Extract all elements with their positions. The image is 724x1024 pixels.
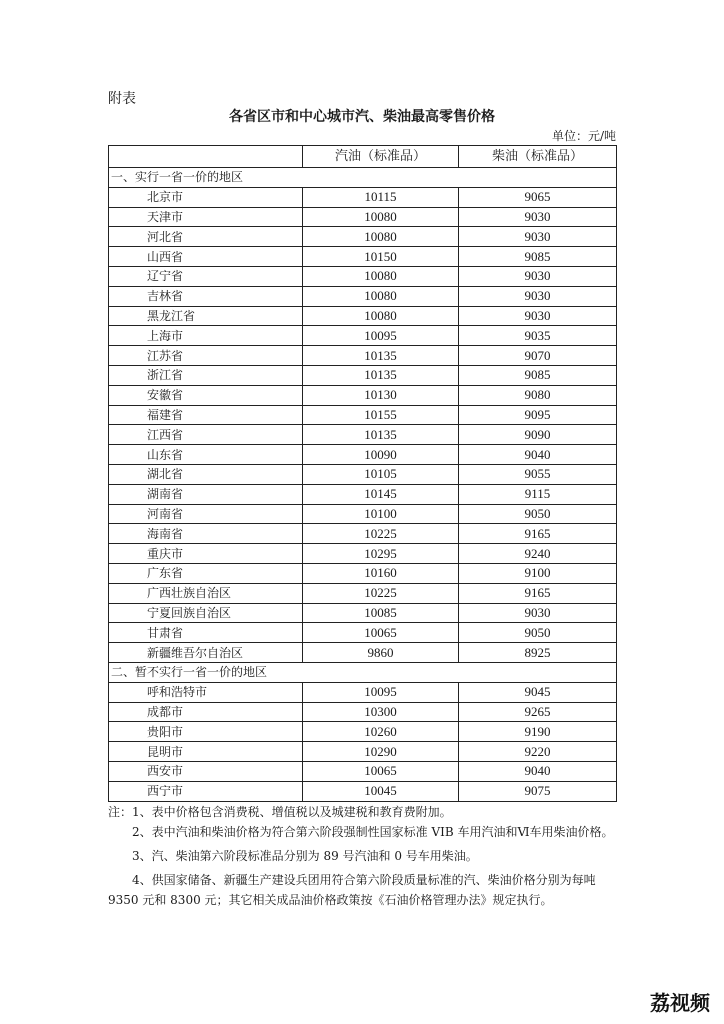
column-header-diesel: 柴油（标准品）: [459, 146, 617, 168]
diesel-price-cell: 9030: [459, 266, 617, 286]
gasoline-price-cell: 10150: [303, 247, 459, 267]
note-4: 4、供国家储备、新疆生产建设兵团用符合第六阶段质量标准的汽、柴油价格分别为每吨 9350 元和 8300 元；其它相关成品油价格政策按《石油价格管理办法》规定执行。: [108, 873, 596, 907]
gasoline-price-cell: 10135: [303, 365, 459, 385]
diesel-price-cell: 9045: [459, 682, 617, 702]
gasoline-price-cell: 10290: [303, 742, 459, 762]
table-row: [109, 286, 617, 306]
region-name-cell: 甘肃省: [109, 623, 303, 643]
table-row: [109, 187, 617, 207]
gasoline-price-cell: 9860: [303, 643, 459, 663]
region-name-cell: 西安市: [109, 761, 303, 781]
table-row: [109, 623, 617, 643]
diesel-price-cell: 9070: [459, 346, 617, 366]
note-3: 3、汽、柴油第六阶段标准品分别为 89 号汽油和 0 号车用柴油。: [132, 849, 478, 863]
region-name-cell: 新疆维吾尔自治区: [109, 643, 303, 663]
gasoline-price-cell: 10300: [303, 702, 459, 722]
diesel-price-cell: 9265: [459, 702, 617, 722]
diesel-price-cell: 9100: [459, 563, 617, 583]
region-name-cell: 湖南省: [109, 484, 303, 504]
diesel-price-cell: 9030: [459, 603, 617, 623]
gasoline-price-cell: 10130: [303, 385, 459, 405]
diesel-price-cell: 9240: [459, 544, 617, 564]
diesel-price-cell: 9075: [459, 781, 617, 801]
table-row: [109, 365, 617, 385]
table-row: [109, 504, 617, 524]
diesel-price-cell: 9030: [459, 207, 617, 227]
gasoline-price-cell: 10115: [303, 187, 459, 207]
region-name-cell: 西宁市: [109, 781, 303, 801]
diesel-price-cell: 9030: [459, 227, 617, 247]
region-name-cell: 上海市: [109, 326, 303, 346]
region-name-cell: 湖北省: [109, 464, 303, 484]
table-row: [109, 385, 617, 405]
diesel-price-cell: 9040: [459, 761, 617, 781]
gasoline-price-cell: 10145: [303, 484, 459, 504]
table-row: [109, 247, 617, 267]
table-row: [109, 445, 617, 465]
diesel-price-cell: 9090: [459, 425, 617, 445]
diesel-price-cell: 9085: [459, 247, 617, 267]
diesel-price-cell: 9190: [459, 722, 617, 742]
diesel-price-cell: 9085: [459, 365, 617, 385]
table-row: [109, 544, 617, 564]
gasoline-price-cell: 10160: [303, 563, 459, 583]
diesel-price-cell: 9080: [459, 385, 617, 405]
diesel-price-cell: 9050: [459, 504, 617, 524]
table-row: [109, 682, 617, 702]
table-row: [109, 484, 617, 504]
table-header-row: [109, 146, 617, 168]
table-row: [109, 702, 617, 722]
gasoline-price-cell: 10225: [303, 583, 459, 603]
price-table-body: [109, 146, 617, 802]
gasoline-price-cell: 10065: [303, 761, 459, 781]
table-row: [109, 722, 617, 742]
region-name-cell: 浙江省: [109, 365, 303, 385]
region-name-cell: 黑龙江省: [109, 306, 303, 326]
table-row: [109, 266, 617, 286]
region-name-cell: 宁夏回族自治区: [109, 603, 303, 623]
region-name-cell: 广西壮族自治区: [109, 583, 303, 603]
gasoline-price-cell: 10295: [303, 544, 459, 564]
gasoline-price-cell: 10045: [303, 781, 459, 801]
region-name-cell: 江苏省: [109, 346, 303, 366]
region-name-cell: 安徽省: [109, 385, 303, 405]
region-name-cell: 山西省: [109, 247, 303, 267]
gasoline-price-cell: 10100: [303, 504, 459, 524]
table-row: [109, 346, 617, 366]
diesel-price-cell: 9115: [459, 484, 617, 504]
region-name-cell: 广东省: [109, 563, 303, 583]
diesel-price-cell: 9165: [459, 524, 617, 544]
gasoline-price-cell: 10260: [303, 722, 459, 742]
gasoline-price-cell: 10095: [303, 682, 459, 702]
region-name-cell: 河南省: [109, 504, 303, 524]
section-row: [109, 168, 617, 188]
diesel-price-cell: 9030: [459, 286, 617, 306]
table-row: [109, 781, 617, 801]
gasoline-price-cell: 10225: [303, 524, 459, 544]
note-2: 2、表中汽油和柴油价格为符合第六阶段强制性国家标准 VIB 车用汽油和Ⅵ车用柴油价格。: [132, 825, 614, 839]
table-row: [109, 227, 617, 247]
diesel-price-cell: 9095: [459, 405, 617, 425]
region-name-cell: 福建省: [109, 405, 303, 425]
table-row: [109, 405, 617, 425]
table-row: [109, 603, 617, 623]
region-name-cell: 贵阳市: [109, 722, 303, 742]
table-row: [109, 563, 617, 583]
gasoline-price-cell: 10090: [303, 445, 459, 465]
table-row: [109, 742, 617, 762]
region-name-cell: 呼和浩特市: [109, 682, 303, 702]
section-row: [109, 662, 617, 682]
region-name-cell: 重庆市: [109, 544, 303, 564]
gasoline-price-cell: 10135: [303, 346, 459, 366]
note-1: 注：1、表中价格包含消费税、增值税以及城建税和教育费附加。: [108, 805, 452, 819]
watermark-logo: 荔视频: [650, 991, 710, 1015]
diesel-price-cell: 9165: [459, 583, 617, 603]
gasoline-price-cell: 10105: [303, 464, 459, 484]
region-name-cell: 北京市: [109, 187, 303, 207]
gasoline-price-cell: 10080: [303, 306, 459, 326]
diesel-price-cell: 8925: [459, 643, 617, 663]
table-row: [109, 464, 617, 484]
region-name-cell: 江西省: [109, 425, 303, 445]
section-label: 二、暂不实行一省一价的地区: [109, 662, 617, 682]
diesel-price-cell: 9030: [459, 306, 617, 326]
gasoline-price-cell: 10080: [303, 286, 459, 306]
price-table: [108, 145, 617, 802]
gasoline-price-cell: 10065: [303, 623, 459, 643]
diesel-price-cell: 9220: [459, 742, 617, 762]
region-name-cell: 河北省: [109, 227, 303, 247]
gasoline-price-cell: 10135: [303, 425, 459, 445]
region-name-cell: 山东省: [109, 445, 303, 465]
table-row: [109, 306, 617, 326]
region-name-cell: 成都市: [109, 702, 303, 722]
appendix-label: 附表: [108, 91, 136, 107]
table-row: [109, 326, 617, 346]
region-name-cell: 昆明市: [109, 742, 303, 762]
diesel-price-cell: 9065: [459, 187, 617, 207]
diesel-price-cell: 9040: [459, 445, 617, 465]
table-row: [109, 761, 617, 781]
gasoline-price-cell: 10085: [303, 603, 459, 623]
region-name-cell: 天津市: [109, 207, 303, 227]
table-row: [109, 207, 617, 227]
column-header-gasoline: 汽油（标准品）: [303, 146, 459, 168]
gasoline-price-cell: 10080: [303, 227, 459, 247]
region-name-cell: 海南省: [109, 524, 303, 544]
page-title: 各省区市和中心城市汽、柴油最高零售价格: [229, 109, 495, 125]
unit-label: 单位：元/吨: [551, 129, 616, 143]
region-name-cell: 辽宁省: [109, 266, 303, 286]
table-row: [109, 524, 617, 544]
region-name-cell: 吉林省: [109, 286, 303, 306]
diesel-price-cell: 9035: [459, 326, 617, 346]
diesel-price-cell: 9050: [459, 623, 617, 643]
diesel-price-cell: 9055: [459, 464, 617, 484]
notes-section: [108, 802, 618, 914]
gasoline-price-cell: 10095: [303, 326, 459, 346]
gasoline-price-cell: 10155: [303, 405, 459, 425]
section-label: 一、实行一省一价的地区: [109, 168, 617, 188]
table-row: [109, 425, 617, 445]
table-row: [109, 643, 617, 663]
table-row: [109, 583, 617, 603]
gasoline-price-cell: 10080: [303, 266, 459, 286]
column-header-region: [109, 146, 303, 168]
gasoline-price-cell: 10080: [303, 207, 459, 227]
